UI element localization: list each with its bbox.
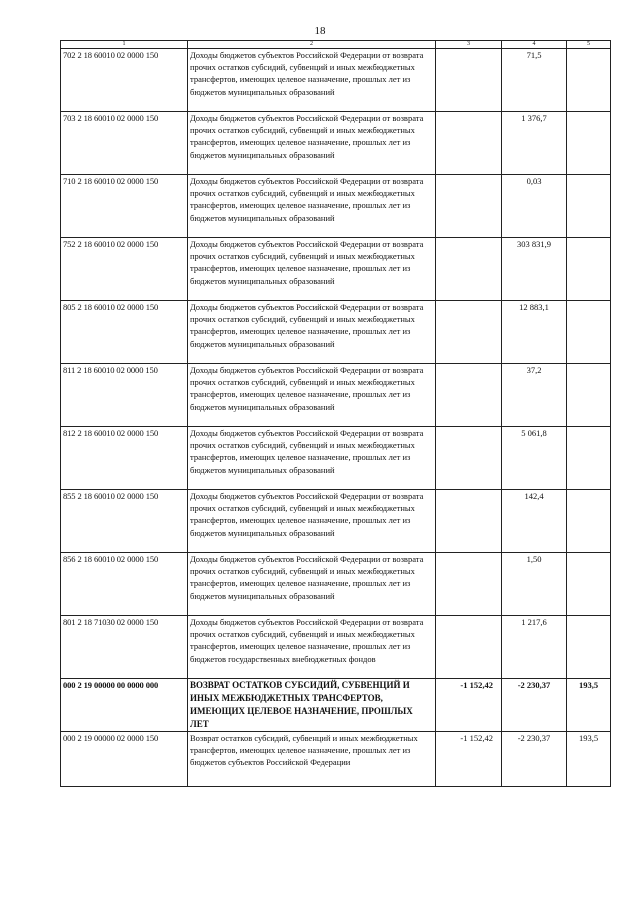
value-col4-cell: -2 230,37: [502, 679, 567, 732]
description-cell: ВОЗВРАТ ОСТАТКОВ СУБСИДИЙ, СУБВЕНЦИЙ И ИНЫХ МЕЖБЮДЖЕТНЫХ ТРАНСФЕРТОВ, ИМЕЮЩИХ ЦЕЛЕВОЕ НАЗНАЧЕНИЕ, ПРОШЛЫХ ЛЕТ: [188, 679, 436, 732]
budget-code-cell: 801 2 18 71030 02 0000 150: [61, 616, 188, 679]
value-col4-cell: 1,50: [502, 553, 567, 616]
value-col5-cell: [567, 364, 611, 427]
value-col3-cell: [436, 553, 502, 616]
value-col3-cell: [436, 112, 502, 175]
table-row: [61, 732, 611, 787]
description-cell: Доходы бюджетов субъектов Российской Федерации от возврата прочих остатков субсидий, субвенций и иных межбюджетных трансфертов, имеющих целевое назначение, прошлых лет из бюджетов муниципальных образований: [188, 301, 436, 364]
table-row: [61, 49, 611, 112]
description-cell: Доходы бюджетов субъектов Российской Федерации от возврата прочих остатков субсидий, субвенций и иных межбюджетных трансфертов, имеющих целевое назначение, прошлых лет из бюджетов муниципальных образований: [188, 490, 436, 553]
value-col3-cell: [436, 301, 502, 364]
budget-code-cell: 702 2 18 60010 02 0000 150: [61, 49, 188, 112]
page-number: 18: [314, 25, 326, 37]
table-row: [61, 238, 611, 301]
column-number: 4: [502, 41, 567, 49]
value-col5-cell: [567, 553, 611, 616]
value-col5-cell: [567, 301, 611, 364]
value-col3-cell: [436, 364, 502, 427]
table-row: [61, 616, 611, 679]
value-col3-cell: [436, 616, 502, 679]
value-col4-cell: 1 217,6: [502, 616, 567, 679]
table-row: [61, 112, 611, 175]
budget-code-cell: 752 2 18 60010 02 0000 150: [61, 238, 188, 301]
budget-code-cell: 856 2 18 60010 02 0000 150: [61, 553, 188, 616]
value-col3-cell: [436, 427, 502, 490]
value-col5-cell: [567, 49, 611, 112]
description-cell: Возврат остатков субсидий, субвенций и иных межбюджетных трансфертов, имеющих целевое назначение, прошлых лет из бюджетов субъектов Российской Федерации: [188, 732, 436, 787]
value-col4-cell: 37,2: [502, 364, 567, 427]
column-number-row: [61, 41, 611, 49]
budget-code-cell: 703 2 18 60010 02 0000 150: [61, 112, 188, 175]
budget-code-cell: 000 2 19 00000 02 0000 150: [61, 732, 188, 787]
value-col4-cell: 1 376,7: [502, 112, 567, 175]
budget-code-cell: 812 2 18 60010 02 0000 150: [61, 427, 188, 490]
description-cell: Доходы бюджетов субъектов Российской Федерации от возврата прочих остатков субсидий, субвенций и иных межбюджетных трансфертов, имеющих целевое назначение, прошлых лет из бюджетов муниципальных образований: [188, 175, 436, 238]
budget-code-cell: 805 2 18 60010 02 0000 150: [61, 301, 188, 364]
budget-table: [60, 40, 611, 787]
value-col4-cell: 71,5: [502, 49, 567, 112]
value-col5-cell: [567, 616, 611, 679]
description-cell: Доходы бюджетов субъектов Российской Федерации от возврата прочих остатков субсидий, субвенций и иных межбюджетных трансфертов, имеющих целевое назначение, прошлых лет из бюджетов государственных внебюджетных фондов: [188, 616, 436, 679]
value-col3-cell: [436, 238, 502, 301]
description-cell: Доходы бюджетов субъектов Российской Федерации от возврата прочих остатков субсидий, субвенций и иных межбюджетных трансфертов, имеющих целевое назначение, прошлых лет из бюджетов муниципальных образований: [188, 364, 436, 427]
budget-code-cell: 710 2 18 60010 02 0000 150: [61, 175, 188, 238]
value-col4-cell: 0,03: [502, 175, 567, 238]
description-cell: Доходы бюджетов субъектов Российской Федерации от возврата прочих остатков субсидий, субвенций и иных межбюджетных трансфертов, имеющих целевое назначение, прошлых лет из бюджетов муниципальных образований: [188, 49, 436, 112]
budget-code-cell: 811 2 18 60010 02 0000 150: [61, 364, 188, 427]
value-col4-cell: -2 230,37: [502, 732, 567, 787]
value-col3-cell: -1 152,42: [436, 732, 502, 787]
table-row: [61, 364, 611, 427]
value-col3-cell: [436, 490, 502, 553]
budget-code-cell: 855 2 18 60010 02 0000 150: [61, 490, 188, 553]
value-col5-cell: [567, 175, 611, 238]
table-row: [61, 553, 611, 616]
value-col4-cell: 12 883,1: [502, 301, 567, 364]
value-col5-cell: [567, 238, 611, 301]
value-col3-cell: [436, 49, 502, 112]
column-number: 5: [567, 41, 611, 49]
column-number: 1: [61, 41, 188, 49]
table-row: [61, 301, 611, 364]
column-number: 3: [436, 41, 502, 49]
value-col5-cell: 193,5: [567, 732, 611, 787]
description-cell: Доходы бюджетов субъектов Российской Федерации от возврата прочих остатков субсидий, субвенций и иных межбюджетных трансфертов, имеющих целевое назначение, прошлых лет из бюджетов муниципальных образований: [188, 238, 436, 301]
table-row: [61, 490, 611, 553]
description-cell: Доходы бюджетов субъектов Российской Федерации от возврата прочих остатков субсидий, субвенций и иных межбюджетных трансфертов, имеющих целевое назначение, прошлых лет из бюджетов муниципальных образований: [188, 553, 436, 616]
value-col5-cell: [567, 112, 611, 175]
value-col4-cell: 5 061,8: [502, 427, 567, 490]
value-col4-cell: 142,4: [502, 490, 567, 553]
value-col5-cell: [567, 490, 611, 553]
description-cell: Доходы бюджетов субъектов Российской Федерации от возврата прочих остатков субсидий, субвенций и иных межбюджетных трансфертов, имеющих целевое назначение, прошлых лет из бюджетов муниципальных образований: [188, 112, 436, 175]
table-row: [61, 427, 611, 490]
value-col3-cell: -1 152,42: [436, 679, 502, 732]
description-cell: Доходы бюджетов субъектов Российской Федерации от возврата прочих остатков субсидий, субвенций и иных межбюджетных трансфертов, имеющих целевое назначение, прошлых лет из бюджетов муниципальных образований: [188, 427, 436, 490]
table-row: [61, 175, 611, 238]
value-col5-cell: 193,5: [567, 679, 611, 732]
value-col3-cell: [436, 175, 502, 238]
value-col4-cell: 303 831,9: [502, 238, 567, 301]
value-col5-cell: [567, 427, 611, 490]
column-number: 2: [188, 41, 436, 49]
table-row: [61, 679, 611, 732]
budget-code-cell: 000 2 19 00000 00 0000 000: [61, 679, 188, 732]
